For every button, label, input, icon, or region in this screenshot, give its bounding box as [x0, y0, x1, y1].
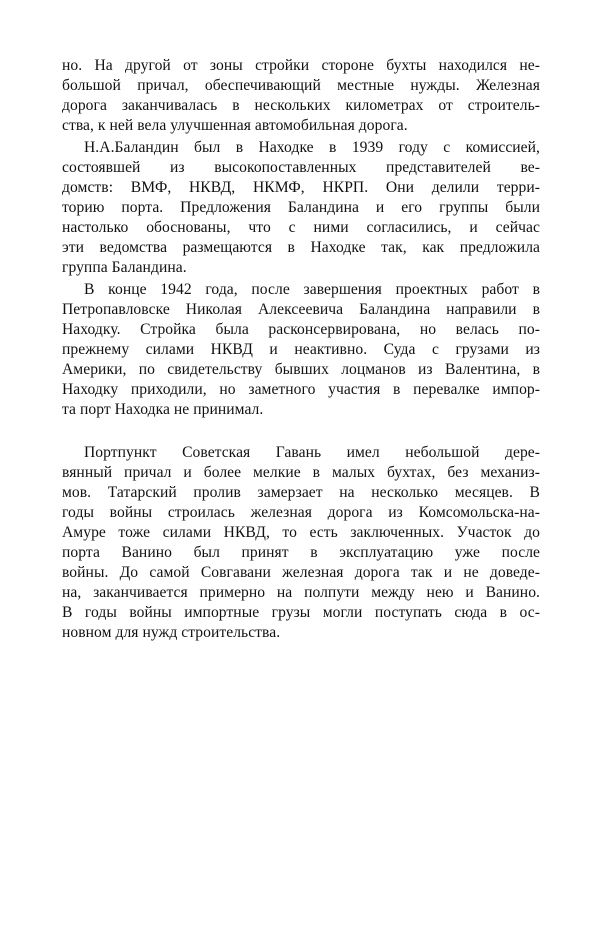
text-line: прежнему силами НКВД и неактивно. Суда с грузами из [62, 341, 540, 358]
text-line: порта Ванино был принят в эксплуатацию уже после [62, 544, 540, 561]
text-line: ства, к ней вела улучшенная автомобильная дорога. [62, 117, 408, 134]
page-text [62, 56, 540, 643]
paragraph-sovetskaya-gavan [62, 443, 540, 643]
text-line: торию порта. Предложения Баландина и его группы были [62, 199, 540, 216]
text-line: годы войны строилась железная дорога из Комсомольска-на- [62, 504, 540, 521]
text-line: В конце 1942 года, после завершения проектных работ в [84, 281, 540, 298]
text-line: Находку приходили, но заметного участия в перевалке импор- [62, 381, 540, 398]
text-line: новном для нужд строительства. [62, 624, 281, 641]
text-line: эти ведомства размещаются в Находке так, как предложила [62, 239, 540, 256]
text-line: на, заканчивается примерно на полпути между нею и Ванино. [62, 584, 540, 601]
text-line: В годы войны импортные грузы могли поступать сюда в ос- [62, 604, 540, 621]
text-line: Н.А.Баландин был в Находке в 1939 году с комиссией, [84, 139, 540, 156]
text-line: Портпункт Советская Гавань имел небольшой дере- [84, 444, 540, 461]
text-line: Амуре тоже силами НКВД, то есть заключенных. Участок до [62, 524, 540, 541]
text-line: домств: ВМФ, НКВД, НКМФ, НКРП. Они делили терри- [62, 179, 540, 196]
text-line: Петропавловске Николая Алексеевича Баландина направили в [62, 301, 540, 318]
paragraph-1942 [62, 280, 540, 420]
text-line: та порт Находка не принимал. [62, 401, 264, 418]
text-line: мов. Татарский пролив замерзает на несколько месяцев. В [62, 484, 540, 501]
text-line: дорога заканчивалась в нескольких километрах от строитель- [62, 97, 540, 114]
text-line: вянный причал и более мелкие в малых бухтах, без механиз- [62, 464, 540, 481]
text-line: Находку. Стройка была расконсервирована, но велась по- [62, 321, 540, 338]
text-line: войны. До самой Совгавани железная дорога так и не доведе- [62, 564, 540, 581]
text-line: состоявшей из высокопоставленных представителей ве- [62, 159, 540, 176]
paragraph-gap [62, 420, 540, 443]
text-line: группа Баландина. [62, 259, 187, 276]
text-line: но. На другой от зоны стройки стороне бухты находился не- [62, 57, 540, 74]
paragraph-balandin-commission [62, 138, 540, 278]
text-line: большой причал, обеспечивающий местные нужды. Железная [62, 77, 540, 94]
paragraph-nakhodka-port [62, 56, 540, 136]
text-line: настолько обоснованы, что с ними согласились, и сейчас [62, 219, 540, 236]
text-line: Америки, по свидетельству бывших лоцманов из Валентина, в [62, 361, 540, 378]
